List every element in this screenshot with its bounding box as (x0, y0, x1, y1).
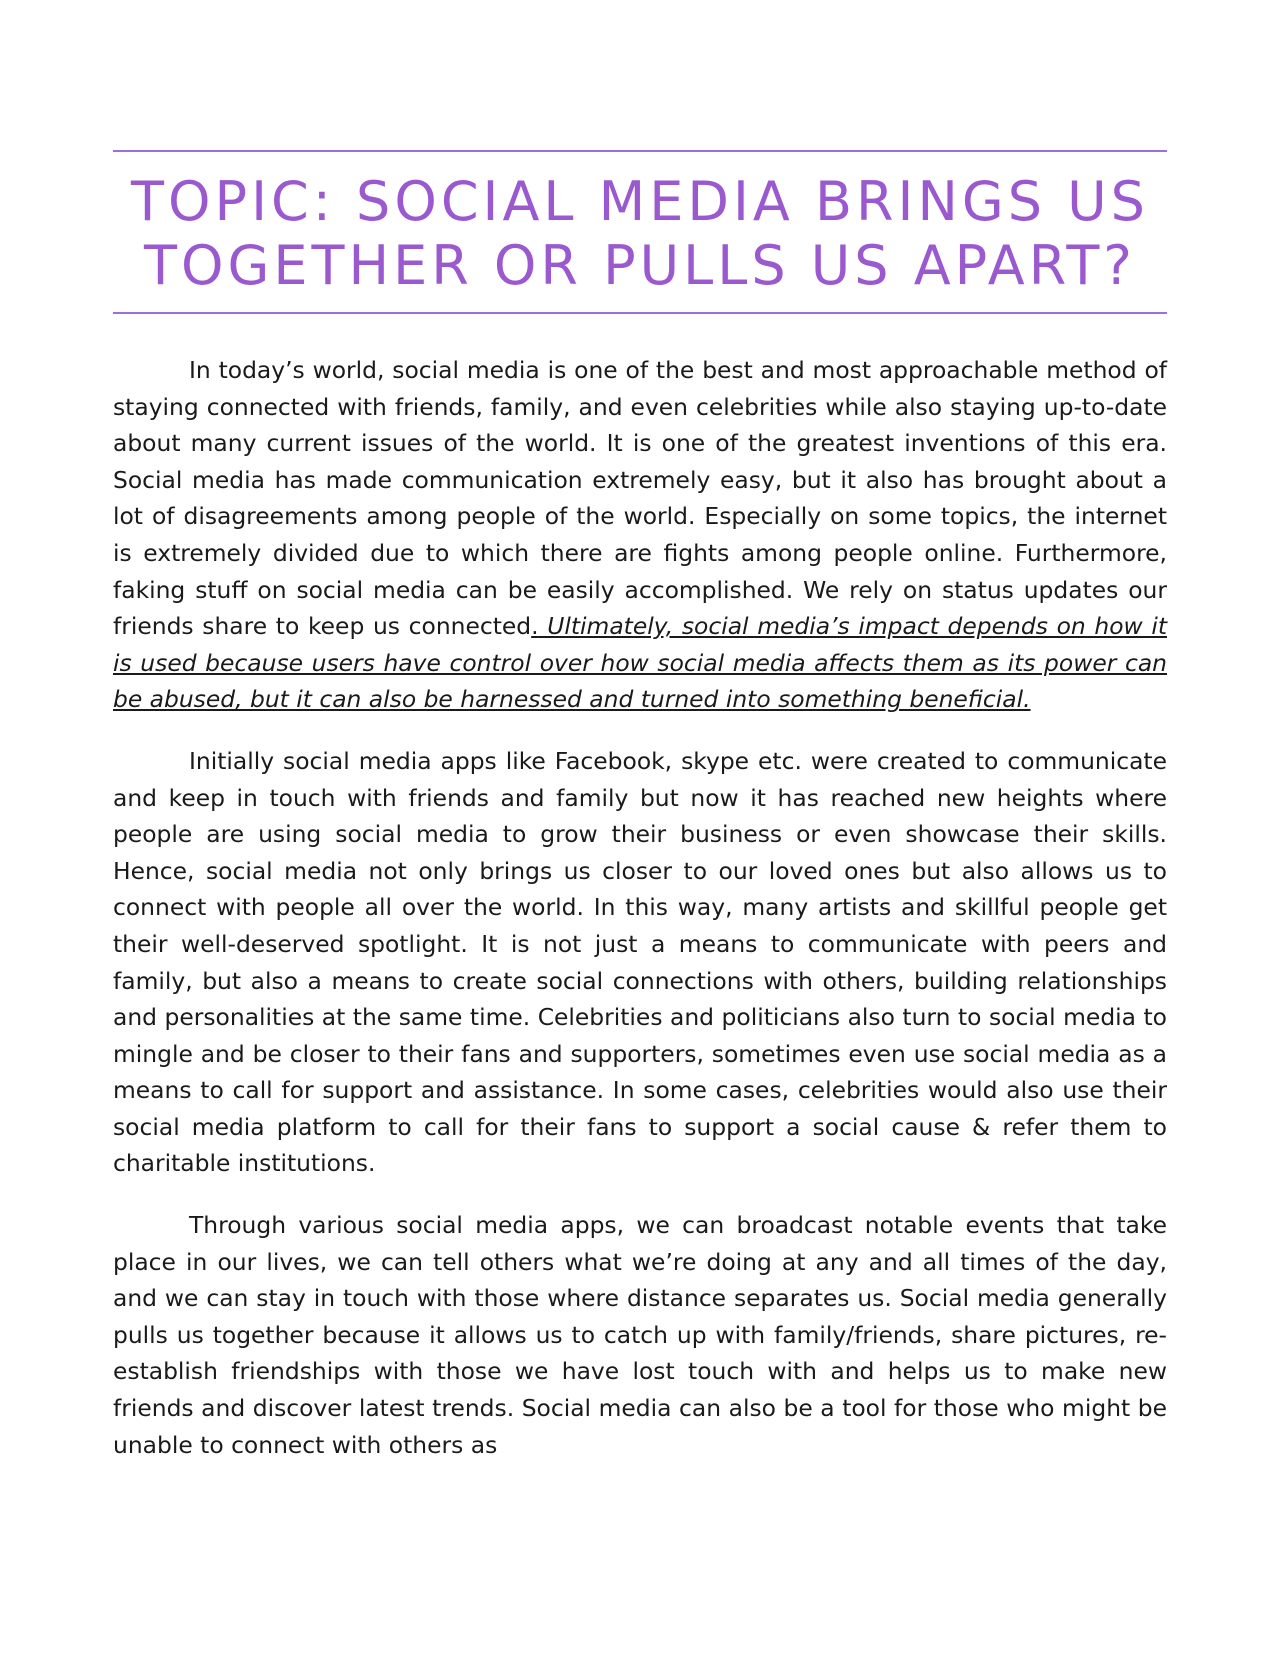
intro-text: In today’s world, social media is one of the best and most approachable method of staying connected with friends, family, and even celebrities while also staying up-to-date about many current issues of the world. It is one of the greatest inventions of this era. Social media has made communication extremely easy, but it also has brought about a lot of disagreements among people of the world. Especially on some topics, the internet is extremely divided due to which there are fights among people online. Furthermore, faking stuff on social media can be easily accomplished. We rely on status updates our friends share to keep us connected (113, 356, 1167, 641)
paragraph-body-1: Initially social media apps like Facebook, skype etc. were created to communicate and keep in touch with friends and family but now it has reached new heights where people are using social media to grow their business or even showcase their skills. Hence, social media not only brings us closer to our loved ones but also allows us to connect with people all over the world. In this way, many artists and skillful people get their well-deserved spotlight. It is not just a means to communicate with peers and family, but also a means to create social connections with others, building relationships and personalities at the same time. Celebrities and politicians also turn to social media to mingle and be closer to their fans and supporters, sometimes even use social media as a means to call for support and assistance. In some cases, celebrities would also use their social media platform to call for their fans to support a social cause & refer them to charitable institutions. (113, 746, 1167, 1178)
paragraph-body-2: Through various social media apps, we can broadcast notable events that take place in our lives, we can tell others what we’re doing at any and all times of the day, and we can stay in touch with those where distance separates us. Social media generally pulls us together because it allows us to catch up with family/friends, share pictures, re-establish friendships with those we have lost touch with and helps us to make new friends and discover latest trends. Social media can also be a tool for those who might be unable to connect with others as (113, 1211, 1167, 1459)
thesis-statement: Ultimately, social media’s impact depends on how it is used because users have control over how social media affects them as its power can be abused, but it can also be harnessed and turned into something beneficial. (113, 612, 1167, 714)
paragraph-intro (113, 352, 1167, 718)
essay-body (113, 352, 1167, 1488)
title-top-rule (113, 150, 1167, 152)
intro-period: . (531, 612, 539, 641)
page-title: TOPIC: SOCIAL MEDIA BRINGS US TOGETHER OR PULLS US APART? (131, 170, 1149, 297)
title-bottom-rule (113, 312, 1167, 314)
